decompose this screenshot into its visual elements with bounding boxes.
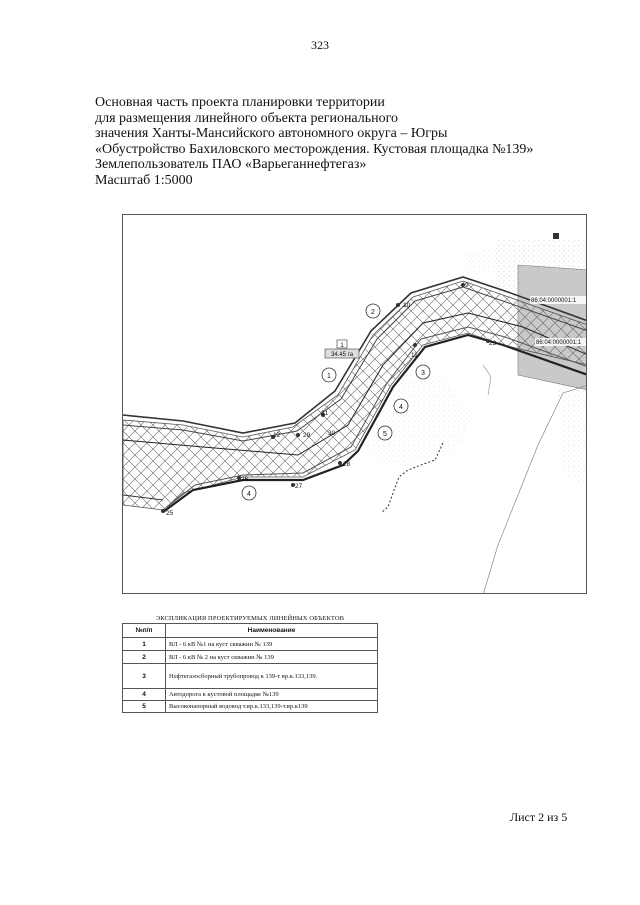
- row-number: 4: [123, 689, 166, 701]
- point-label: 10: [403, 302, 411, 309]
- object-marker-4: 4: [399, 404, 403, 411]
- point-label: 31: [321, 410, 329, 417]
- column-header-number: №п/п: [123, 624, 166, 638]
- cadastral-label: 86:04:0000001:1: [536, 340, 582, 346]
- corridor-hatch: [123, 281, 587, 510]
- row-name: Автодорога к кустовой площадке №139: [166, 689, 378, 701]
- table-row: [123, 664, 378, 689]
- row-number: 5: [123, 701, 166, 713]
- point-label: 30: [328, 430, 336, 437]
- point-label: 29: [303, 432, 311, 439]
- explication-table: [122, 623, 378, 713]
- column-header-name: Наименование: [166, 624, 378, 638]
- object-marker-1: 1: [327, 373, 331, 380]
- table-row: [123, 651, 378, 664]
- row-number: 1: [123, 638, 166, 651]
- point-label: 11: [411, 352, 418, 359]
- point-label: 27: [295, 483, 303, 490]
- site-area: 34.45 га: [330, 352, 354, 358]
- title-line-1: Основная часть проекта планировки территории: [95, 95, 385, 110]
- title-block: [95, 95, 565, 188]
- page-number: 323: [311, 38, 329, 52]
- point-label: 28: [343, 461, 351, 468]
- planning-map: [122, 214, 587, 594]
- object-marker-3: 3: [421, 370, 425, 377]
- land-user-line: Землепользователь ПАО «Варьеганнефтегаз»: [95, 157, 367, 172]
- title-line-2: для размещения линейного объекта регионального: [95, 110, 399, 126]
- site-label: 1: [340, 343, 344, 349]
- explication-title: ЭКСПЛИКАЦИЯ ПРОЕКТИРУЕМЫХ ЛИНЕЙНЫХ ОБЪЕКТОВ: [155, 615, 345, 622]
- table-row: [123, 638, 378, 651]
- row-name: ВЛ - 6 кВ №1 на куст скважин № 139: [166, 638, 378, 651]
- row-name: ВЛ - 6 кВ № 2 на куст скважин № 139: [166, 651, 378, 664]
- scale-line: Масштаб 1:5000: [95, 172, 193, 188]
- contour-line: [483, 365, 491, 395]
- table-header-row: [123, 624, 378, 638]
- object-marker-2: 2: [371, 309, 375, 316]
- object-marker-4-lower: 4: [247, 491, 251, 498]
- row-number: 2: [123, 651, 166, 664]
- marker-square: [553, 233, 559, 239]
- point-label: 25: [166, 510, 174, 517]
- point-label: 12: [273, 432, 281, 439]
- sheet-label: Лист 2 из 5: [510, 810, 568, 824]
- terrain-area: [463, 245, 508, 275]
- point-label: 9: [465, 282, 469, 289]
- title-line-3: значения Ханты-Мансийского автономного округа – Югры: [95, 126, 448, 141]
- point-label: 26: [241, 476, 249, 483]
- row-name: Высоконапорный водовод т.вр.к.133,139-т.вр.к139: [166, 701, 378, 713]
- table-row: [123, 689, 378, 701]
- object-marker-5: 5: [383, 431, 387, 438]
- terrain-area: [558, 380, 587, 485]
- table-row: [123, 701, 378, 713]
- point-label: 23: [489, 340, 497, 347]
- title-line-4: «Обустройство Бахиловского месторождения. Кустовая площадка №139»: [95, 141, 534, 157]
- row-number: 3: [123, 664, 166, 689]
- row-name: Нефтегазосборный трубопровод к 139-т вр.к.133,139.: [166, 664, 378, 689]
- cadastral-label: 86:04:0000001:1: [531, 298, 577, 304]
- map-drawing: [123, 215, 587, 594]
